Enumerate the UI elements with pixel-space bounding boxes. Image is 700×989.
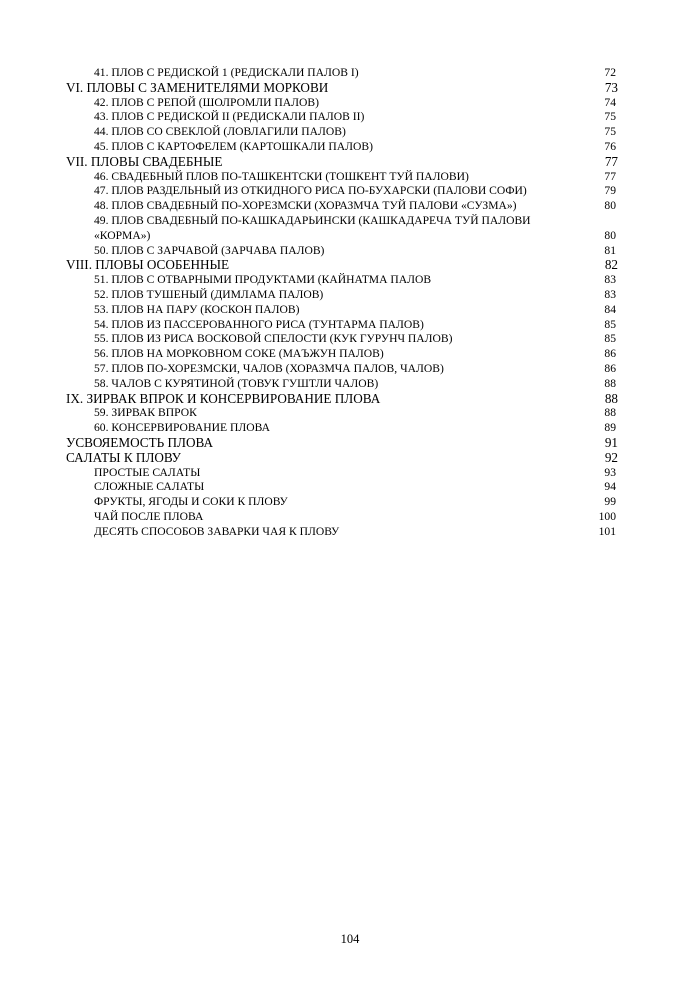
toc-entry-title: ПРОСТЫЕ САЛАТЫ xyxy=(94,465,201,479)
toc-entry-page: 72 xyxy=(604,66,616,79)
toc-entry-page: 85 xyxy=(604,332,616,346)
toc-entry-page: 93 xyxy=(604,465,616,479)
toc-entry xyxy=(66,96,618,111)
toc-entry-title: 43. ПЛОВ С РЕДИСКОЙ II (РЕДИСКАЛИ ПАЛОВ II) xyxy=(94,110,365,124)
toc-entry-title: 59. ЗИРВАК ВПРОК xyxy=(94,406,197,420)
toc-entry xyxy=(66,421,618,436)
toc-entry-title: 52. ПЛОВ ТУШЕНЫЙ (ДИМЛАМА ПАЛОВ) xyxy=(94,287,324,301)
toc-entry-title: ДЕСЯТЬ СПОСОБОВ ЗАВАРКИ ЧАЯ К ПЛОВУ xyxy=(94,524,340,538)
toc-entry xyxy=(66,347,618,362)
toc-entry-title: VIII. ПЛОВЫ ОСОБЕННЫЕ xyxy=(66,257,230,273)
toc-entry-page: 84 xyxy=(604,302,616,316)
toc-entry-title: IX. ЗИРВАК ВПРОК И КОНСЕРВИРОВАНИЕ ПЛОВА xyxy=(66,390,381,406)
toc-entry xyxy=(66,170,618,185)
toc-entry-title: СЛОЖНЫЕ САЛАТЫ xyxy=(94,480,205,494)
toc-entry xyxy=(66,184,618,199)
toc-entry xyxy=(66,288,618,303)
toc-entry-title: 45. ПЛОВ С КАРТОФЕЛЕМ (КАРТОШКАЛИ ПАЛОВ) xyxy=(94,139,374,153)
toc-entry-title: 44. ПЛОВ СО СВЕКЛОЙ (ЛОВЛАГИЛИ ПАЛОВ) xyxy=(94,125,346,139)
toc-section-entry xyxy=(66,436,618,451)
toc-entry-title: 57. ПЛОВ ПО-ХОРЕЗМСКИ, ЧАЛОВ (ХОРАЗМЧА ПАЛОВ, ЧАЛОВ) xyxy=(94,361,444,375)
toc-entry-title: 60. КОНСЕРВИРОВАНИЕ ПЛОВА xyxy=(94,421,270,435)
toc-entry xyxy=(66,377,618,392)
toc-entry-page: 77 xyxy=(604,169,616,183)
toc-section-entry xyxy=(66,81,618,96)
toc-entry-title: САЛАТЫ К ПЛОВУ xyxy=(66,449,181,465)
toc-entry-title: 42. ПЛОВ С РЕПОЙ (ШОЛРОМЛИ ПАЛОВ) xyxy=(94,95,320,109)
toc-entry-page: 76 xyxy=(604,139,616,153)
toc-entry-page: 86 xyxy=(604,361,616,375)
toc-section-entry xyxy=(66,392,618,407)
toc-entry xyxy=(66,318,618,333)
toc-entry-title: ФРУКТЫ, ЯГОДЫ И СОКИ К ПЛОВУ xyxy=(94,495,288,509)
table-of-contents xyxy=(66,66,618,540)
toc-entry-page: 73 xyxy=(604,79,618,95)
toc-entry xyxy=(66,495,618,510)
toc-entry-page: 74 xyxy=(604,95,616,109)
toc-entry-page: 83 xyxy=(604,273,616,287)
toc-entry-page: 101 xyxy=(598,524,616,538)
toc-entry-title: 54. ПЛОВ ИЗ ПАССЕРОВАННОГО РИСА (ТУНТАРМА ПАЛОВ) xyxy=(94,317,424,331)
toc-entry-page: 82 xyxy=(604,257,618,273)
toc-entry xyxy=(66,244,618,259)
toc-entry-page: 94 xyxy=(604,480,616,494)
toc-entry xyxy=(66,66,618,81)
toc-entry-title: 58. ЧАЛОВ С КУРЯТИНОЙ (ТОВУК ГУШТЛИ ЧАЛОВ) xyxy=(94,376,379,390)
toc-entry xyxy=(66,303,618,318)
toc-entry xyxy=(66,125,618,140)
toc-entry xyxy=(66,140,618,155)
toc-entry-page: 85 xyxy=(604,317,616,331)
toc-entry xyxy=(66,406,618,421)
toc-entry-page: 86 xyxy=(604,347,616,361)
toc-entry xyxy=(66,510,618,525)
toc-entry xyxy=(66,525,618,540)
toc-entry xyxy=(66,273,618,288)
toc-entry-page: 83 xyxy=(604,287,616,301)
toc-entry-title: 48. ПЛОВ СВАДЕБНЫЙ ПО-ХОРЕЗМСКИ (ХОРАЗМЧА ТУЙ ПАЛОВИ «СУЗМА») xyxy=(94,199,517,213)
toc-entry xyxy=(66,214,618,244)
toc-entry-page: 100 xyxy=(598,509,616,523)
toc-entry-page: 92 xyxy=(604,449,618,465)
toc-entry-page: 75 xyxy=(604,125,616,139)
toc-entry-page: 88 xyxy=(604,376,616,390)
toc-entry-title: 41. ПЛОВ С РЕДИСКОЙ 1 (РЕДИСКАЛИ ПАЛОВ I) xyxy=(94,66,359,79)
toc-entry xyxy=(66,362,618,377)
toc-entry xyxy=(66,332,618,347)
toc-entry-title: 46. СВАДЕБНЫЙ ПЛОВ ПО-ТАШКЕНТСКИ (ТОШКЕНТ ТУЙ ПАЛОВИ) xyxy=(94,169,469,183)
toc-entry-page: 81 xyxy=(604,243,616,257)
toc-entry xyxy=(66,480,618,495)
toc-entry-title: 53. ПЛОВ НА ПАРУ (КОСКОН ПАЛОВ) xyxy=(94,302,300,316)
toc-entry xyxy=(66,466,618,481)
toc-section-entry xyxy=(66,155,618,170)
toc-entry-title: 51. ПЛОВ С ОТВАРНЫМИ ПРОДУКТАМИ (КАЙНАТМА ПАЛОВ xyxy=(94,273,432,287)
toc-entry-page: 89 xyxy=(604,421,616,435)
toc-entry-title: 55. ПЛОВ ИЗ РИСА ВОСКОВОЙ СПЕЛОСТИ (КУК ГУРУНЧ ПАЛОВ) xyxy=(94,332,453,346)
toc-entry xyxy=(66,110,618,125)
toc-entry-title: VI. ПЛОВЫ С ЗАМЕНИТЕЛЯМИ МОРКОВИ xyxy=(66,79,329,95)
toc-entry-title: ЧАЙ ПОСЛЕ ПЛОВА xyxy=(94,509,204,523)
toc-entry-page: 99 xyxy=(604,495,616,509)
toc-entry-page: 80 xyxy=(604,228,616,242)
toc-entry-page: 75 xyxy=(604,110,616,124)
toc-section-entry xyxy=(66,258,618,273)
page-number: 104 xyxy=(340,932,360,946)
toc-entry xyxy=(66,199,618,214)
toc-entry-title: 56. ПЛОВ НА МОРКОВНОМ СОКЕ (МАЪЖУН ПАЛОВ) xyxy=(94,347,384,361)
toc-entry-page: 88 xyxy=(604,390,618,406)
toc-entry-page: 91 xyxy=(604,434,618,450)
toc-entry-title: 50. ПЛОВ С ЗАРЧАВОЙ (ЗАРЧАВА ПАЛОВ) xyxy=(94,243,325,257)
toc-entry-title: 47. ПЛОВ РАЗДЕЛЬНЫЙ ИЗ ОТКИДНОГО РИСА ПО-БУХАРСКИ (ПАЛОВИ СОФИ) xyxy=(94,184,527,198)
toc-entry-page: 77 xyxy=(604,153,618,169)
toc-entry-title: 49. ПЛОВ СВАДЕБНЫЙ ПО-КАШКАДАРЬИНСКИ (КАШКАДАРЕЧА ТУЙ ПАЛОВИ «КОРМА») xyxy=(94,213,534,242)
toc-section-entry xyxy=(66,451,618,466)
toc-entry-title: УСВОЯЕМОСТЬ ПЛОВА xyxy=(66,434,213,450)
toc-entry-page: 80 xyxy=(604,199,616,213)
toc-entry-page: 88 xyxy=(604,406,616,420)
toc-entry-page: 79 xyxy=(604,184,616,198)
toc-entry-title: VII. ПЛОВЫ СВАДЕБНЫЕ xyxy=(66,153,223,169)
